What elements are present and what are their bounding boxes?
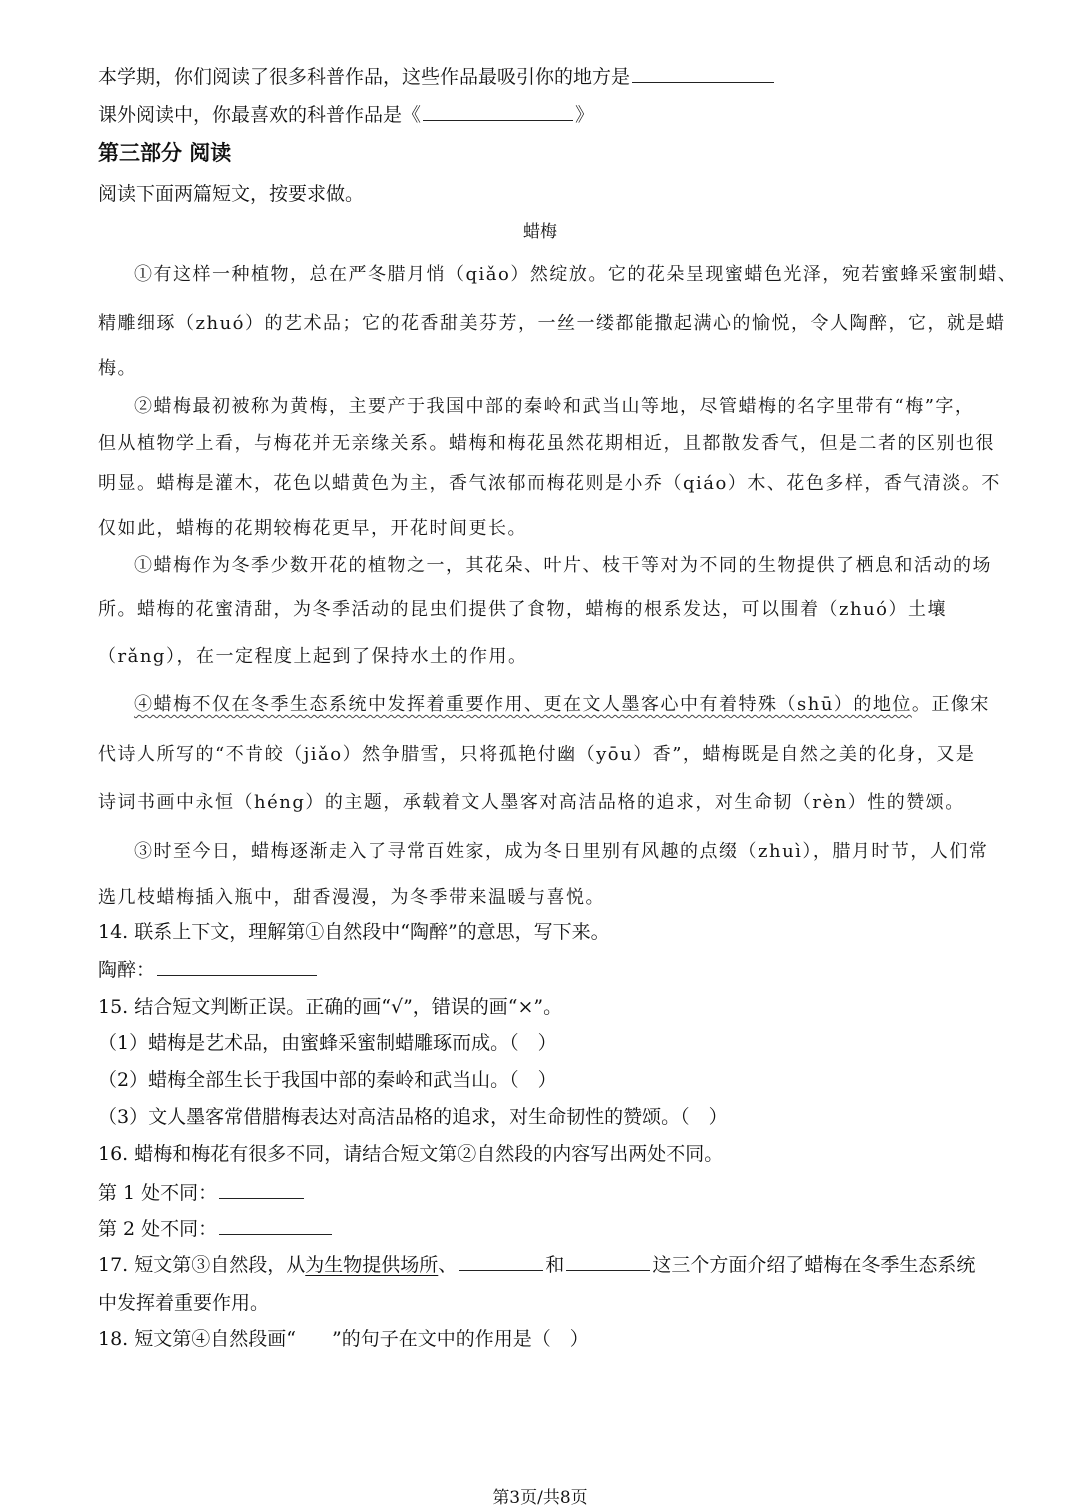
passage-line: 选几枝蜡梅插入瓶中，甜香漫漫，为冬季带来温暖与喜悦。 (98, 887, 605, 908)
answer-blank[interactable] (632, 64, 774, 83)
passage-line (134, 690, 1024, 716)
passage-line: 但从植物学上看，与梅花并无亲缘关系。蜡梅和梅花虽然花期相近，且都散发香气，但是二者的区别也很 (98, 433, 995, 454)
question-14-answer (98, 957, 319, 983)
passage-title: 蜡梅 (523, 222, 557, 242)
passage-line: 梅。 (98, 358, 137, 379)
question-18 (98, 1326, 589, 1352)
answer-label: 第 2 处不同： (98, 1218, 218, 1240)
intro-line-2 (98, 102, 594, 128)
question-15-item[interactable]: （3）文人墨客常借腊梅表达对高洁品格的追求，对生命韧性的赞颂。（ ） (98, 1106, 728, 1128)
page-number: 第3页/共8页 (492, 1488, 588, 1508)
question-15: 15. 结合短文判断正误。正确的画“√”，错误的画“×”。 (98, 996, 563, 1018)
section-heading: 第三部分 阅读 (98, 140, 232, 165)
question-17-text: 17. 短文第③自然段，从 (98, 1254, 306, 1276)
question-14: 14. 联系上下文，理解第①自然段中“陶醉”的意思，写下来。 (98, 921, 610, 943)
answer-blank[interactable] (459, 1252, 543, 1271)
intro-line-2-text: 课外阅读中，你最喜欢的科普作品是《 (98, 104, 422, 126)
answer-blank[interactable] (566, 1252, 650, 1271)
passage-line: （rǎng），在一定程度上起到了保持水土的作用。 (98, 646, 528, 667)
intro-line-2-close: 》 (575, 104, 595, 126)
passage-line: 精雕细琢（zhuó）的艺术品；它的花香甜美芬芳，一丝一缕都能撒起满心的愉悦，令人陶醉，它，就是蜡 (98, 313, 1006, 334)
question-17-line-2: 中发挥着重要作用。 (98, 1292, 270, 1314)
section-instruction: 阅读下面两篇短文，按要求做。 (98, 183, 365, 205)
answer-blank[interactable] (219, 1216, 332, 1235)
answer-label: 第 1 处不同： (98, 1182, 218, 1204)
punctuation: 、 (438, 1254, 458, 1276)
answer-blank[interactable] (157, 957, 317, 976)
passage-line: ②蜡梅最初被称为黄梅，主要产于我国中部的秦岭和武当山等地，尽管蜡梅的名字里带有“梅”字， (134, 396, 975, 417)
question-16-answer-2 (98, 1216, 334, 1242)
passage-line: ①蜡梅作为冬季少数开花的植物之一，其花朵、叶片、枝干等对为不同的生物提供了栖息和活动的场 (134, 555, 992, 576)
passage-line: 仅如此，蜡梅的花期较梅花更早，开花时间更长。 (98, 518, 527, 539)
intro-line-1 (98, 64, 776, 90)
passage-line: 所。蜡梅的花蜜清甜，为冬季活动的昆虫们提供了食物，蜡梅的根系发达，可以围着（zhuó）土壤 (98, 599, 948, 620)
answer-label: 陶醉： (98, 959, 156, 981)
question-15-item[interactable]: （2）蜡梅全部生长于我国中部的秦岭和武当山。（ ） (98, 1069, 557, 1091)
intro-line-1-text: 本学期，你们阅读了很多科普作品，这些作品最吸引你的地方是 (98, 66, 631, 88)
passage-line: 明显。蜡梅是灌木，花色以蜡黄色为主，香气浓郁而梅花则是小乔（qiáo）木、花色多样，香气清淡。不 (98, 473, 1001, 494)
passage-line: 代诗人所写的“不肯皎（jiǎo）然争腊雪，只将孤艳付幽（yōu）香”，蜡梅既是自然之美的化身，又是 (98, 744, 976, 765)
question-18-text: 18. 短文第④自然段画“ (98, 1328, 296, 1350)
underlined-phrase: 为生物提供场所 (305, 1254, 439, 1276)
question-15-item[interactable]: （1）蜡梅是艺术品，由蜜蜂采蜜制蜡雕琢而成。（ ） (98, 1032, 557, 1054)
question-17 (98, 1252, 975, 1278)
passage-line: ①有这样一种植物，总在严冬腊月悄（qiǎo）然绽放。它的花朵呈现蜜蜡色光泽，宛若蜜蜂采蜜制蜡、 (134, 264, 1018, 285)
question-16-answer-1 (98, 1180, 306, 1206)
passage-line: ③时至今日，蜡梅逐渐走入了寻常百姓家，成为冬日里别有风趣的点缀（zhuì），腊月时节，人们常 (134, 841, 989, 862)
wavy-underlined-sentence: ④蜡梅不仅在冬季生态系统中发挥着重要作用、更在文人墨客心中有着特殊（shū）的地位 (134, 694, 912, 715)
question-17-text-end: 这三个方面介绍了蜡梅在冬季生态系统 (652, 1254, 976, 1276)
answer-blank[interactable] (423, 102, 573, 121)
conjunction: 和 (545, 1254, 565, 1276)
question-18-text-end: ”的句子在文中的作用是（ ） (331, 1328, 589, 1350)
passage-line: 诗词书画中永恒（héng）的主题，承载着文人墨客对高洁品格的追求，对生命韧（rèn）性的赞颂。 (98, 792, 965, 813)
question-16: 16. 蜡梅和梅花有很多不同，请结合短文第②自然段的内容写出两处不同。 (98, 1143, 724, 1165)
passage-line-rest: 。正像宋 (911, 694, 990, 715)
answer-blank[interactable] (219, 1180, 304, 1199)
wavy-sample (296, 1327, 332, 1345)
